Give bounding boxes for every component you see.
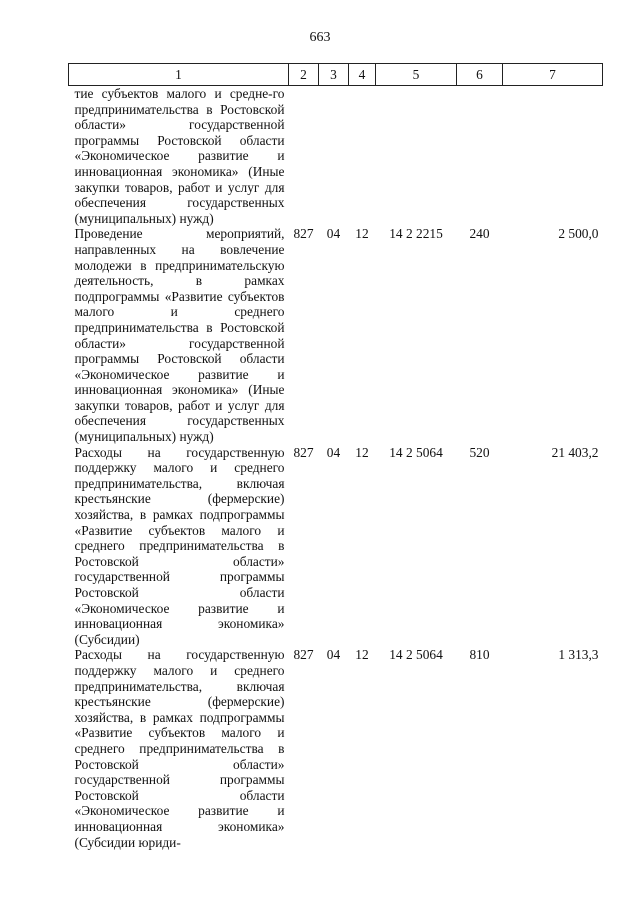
subsection-code: 12 — [355, 226, 369, 242]
header-cell: 6 — [457, 64, 503, 86]
subsection-code — [349, 86, 376, 227]
table-row — [69, 647, 603, 850]
amount: 21 403,2 — [551, 444, 599, 460]
expense-type-code — [457, 86, 503, 227]
row-description: Проведение мероприятий, направленных на вовлечение молодежи в предпринимательскую деятельность, в рамках подпрограммы «Развитие субъектов малого и среднего предпринимательства в Ростовской области» государственной программы Ростовской области «Экономическое развитие и инновационная экономика» (Иные закупки товаров, работ и услуг для обеспечения государственных (муниципальных) нужд) — [74, 226, 285, 445]
ministry-code — [289, 86, 319, 227]
expense-type-code: 240 — [469, 226, 490, 242]
header-cell: 5 — [376, 64, 457, 86]
section-code: 04 — [326, 226, 341, 242]
section-code — [319, 86, 349, 227]
section-code: 04 — [326, 444, 341, 460]
page-number: 663 — [309, 30, 331, 45]
header-cell: 1 — [69, 64, 289, 86]
row-description: Расходы на государственную поддержку малого и среднего предпринимательства, включая крестьянские (фермерские) хозяйства, в рамках подпрограммы «Развитие субъектов малого и среднего предпринимательства в Ростовской области» государственной программы Ростовской области «Экономическое развитие и инновационная экономика» (Субсидии юриди- — [74, 647, 285, 850]
subsection-code: 12 — [355, 647, 369, 663]
budget-table — [68, 63, 603, 850]
ministry-code: 827 — [293, 444, 314, 460]
table-row — [69, 86, 603, 227]
expense-type-code: 810 — [469, 647, 490, 663]
amount — [503, 86, 603, 227]
row-description: тие субъектов малого и средне-го предпринимательства в Ростовской области» государственной программы Ростовской области «Экономическое развитие и инновационная экономика» (Иные закупки товаров, работ и услуг для обеспечения государственных (муниципальных) нужд) — [74, 86, 285, 226]
amount: 1 313,3 — [558, 647, 599, 663]
target-article-code: 14 2 5064 — [389, 444, 443, 460]
amount: 2 500,0 — [558, 226, 599, 242]
table-row — [69, 445, 603, 648]
expense-type-code: 520 — [469, 444, 490, 460]
header-cell: 2 — [289, 64, 319, 86]
section-code: 04 — [326, 647, 341, 663]
target-article-code — [376, 86, 457, 227]
row-description: Расходы на государственную поддержку малого и среднего предпринимательства, включая крестьянские (фермерские) хозяйства, в рамках подпрограммы «Развитие субъектов малого и среднего предпринимательства в Ростовской области» государственной программы Ростовской области «Экономическое развитие и инновационная экономика» (Субсидии) — [74, 444, 285, 647]
header-row — [69, 64, 603, 86]
header-cell: 7 — [503, 64, 603, 86]
ministry-code: 827 — [293, 226, 314, 242]
target-article-code: 14 2 2215 — [389, 226, 443, 242]
header-cell: 4 — [349, 64, 376, 86]
header-cell: 3 — [319, 64, 349, 86]
table-row — [69, 226, 603, 444]
ministry-code: 827 — [293, 647, 314, 663]
subsection-code: 12 — [355, 444, 369, 460]
target-article-code: 14 2 5064 — [389, 647, 443, 663]
